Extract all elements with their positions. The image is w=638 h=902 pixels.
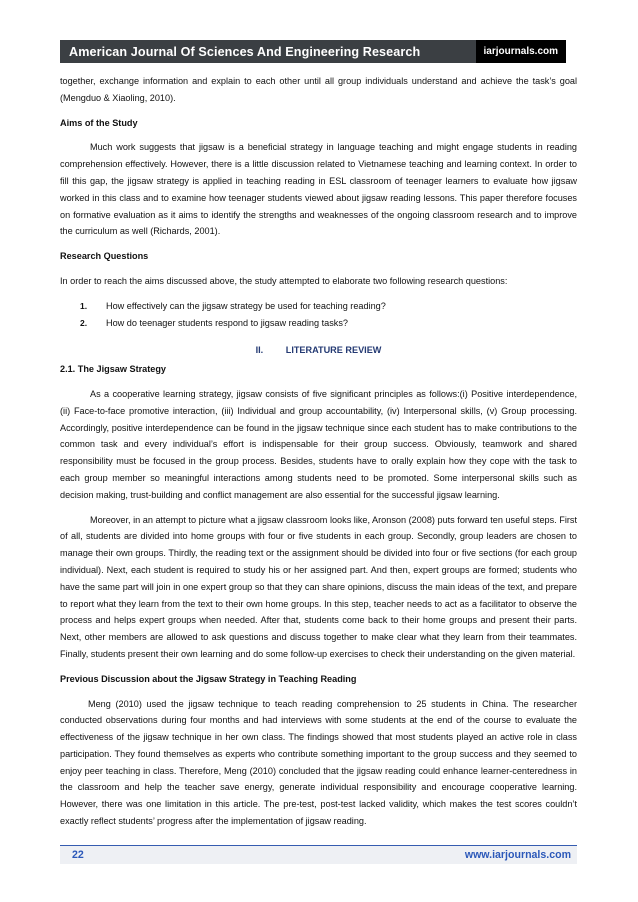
subsection-heading: 2.1. The Jigsaw Strategy xyxy=(60,364,166,375)
list-item xyxy=(60,315,577,332)
jigsaw-paragraph-1: As a cooperative learning strategy, jigsaw consists of five significant principles as follows:(i) Positive interdependence, (ii) Face-to-face promotive interaction, (iii) Individual and group accountability, (iv) Interpersonal skills, (v) Group processing. Accordingly, positive interdependence can be found in the jigsaw technique since each student has to make contributions to the common task and every individual’s effort is indispensable for their group success. Obviously, teamwork and shared responsibility must be focused in the group process. Besides, students have to orally explain how they cope with the task to each group member so meaningful interactions among students need to be promoted. Some interpersonal skills such as decision making, trust-building and conflict management are also essential for the successful jigsaw learning. xyxy=(60,388,577,500)
research-questions-intro: In order to reach the aims discussed above, the study attempted to elaborate two following research questions: xyxy=(60,275,508,286)
journal-title: American Journal Of Sciences And Engineering Research xyxy=(69,44,421,59)
research-questions-heading: Research Questions xyxy=(60,251,149,262)
question-text: How do teenager students respond to jigsaw reading tasks? xyxy=(106,317,348,328)
previous-discussion-heading: Previous Discussion about the Jigsaw Strategy in Teaching Reading xyxy=(60,673,357,684)
previous-discussion-paragraph: Meng (2010) used the jigsaw technique to teach reading comprehension to 25 students in China. The researcher conducted observations during four months and had interviews with some students at the end of the course to evaluate the effectiveness of the jigsaw technique in her own class. The findings showed that most students played an active role in class participation. They found themselves as experts who contribute something important to the group success and they seemed to enjoy peer teaching in class. Therefore, Meng (2010) concluded that the jigsaw reading could enhance learner-centeredness in the classroom and help the teacher save energy, generate individual responsibility and encourage cooperative learning. However, there was one limitation in this article. The pre-test, post-test lacked validity, which makes the test scores couldn’t exactly reflect students’ progress after the implementation of jigsaw reading. xyxy=(60,698,577,827)
research-questions-list xyxy=(60,298,577,332)
article-body xyxy=(60,73,577,838)
jigsaw-paragraph-2: Moreover, in an attempt to picture what a jigsaw classroom looks like, Aronson (2008) puts forward ten useful steps. First of all, students are divided into home groups with four or five students in each group. Secondly, group leaders are chosen to manage their own groups. Thirdly, the reading text or the assignment should be divided into four or five sections (for each group individual). Next, each student is required to study his or her assigned part. And then, expert groups are formed; students who have the same part will join in one expert group so that they can share opinions, discuss the main ideas of the text, and prepare to report what they learn from the text to their own home groups. In this step, teacher needs to act as a facilitator to observe the process and helps expert groups when needed. After that, students come back to their home groups and present their parts. Next, other members are allowed to ask questions and discuss together to make clear what they learn from their teammates. Finally, students present their own learning and do some follow-up exercises to check their understanding on the given material. xyxy=(60,514,577,659)
section-title xyxy=(60,342,577,359)
section-title-text: LITERATURE REVIEW xyxy=(285,345,382,356)
question-number: 2. xyxy=(80,317,88,328)
aims-heading: Aims of the Study xyxy=(60,117,138,128)
list-item xyxy=(60,298,577,315)
footer-site-link: www.iarjournals.com xyxy=(464,849,571,861)
aims-paragraph: Much work suggests that jigsaw is a beneficial strategy in language teaching and might engage students in reading comprehension effectively. However, there is a little discussion related to Vietnamese teaching and learning context. In order to fill this gap, the jigsaw strategy is applied in teaching reading in ESL classroom of teenager learners to evaluate how jigsaw worked in this class and to examine how teenager students viewed about jigsaw reading lessons. This paper therefore focuses on formative evaluation as it aims to identify the strengths and weaknesses of the ongoing classroom research and to improve the curriculum as well (Richards, 2001). xyxy=(60,142,577,237)
site-badge: iarjournals.com xyxy=(476,40,566,63)
page-number: 22 xyxy=(72,849,84,861)
page-footer xyxy=(60,846,577,864)
journal-header xyxy=(60,40,566,63)
section-number: II. xyxy=(255,345,264,356)
question-text: How effectively can the jigsaw strategy be used for teaching reading? xyxy=(106,300,386,311)
intro-paragraph: together, exchange information and explain to each other until all group individuals understand and achieve the task’s goal (Mengduo & Xiaoling, 2010). xyxy=(60,76,577,103)
question-number: 1. xyxy=(80,300,88,311)
